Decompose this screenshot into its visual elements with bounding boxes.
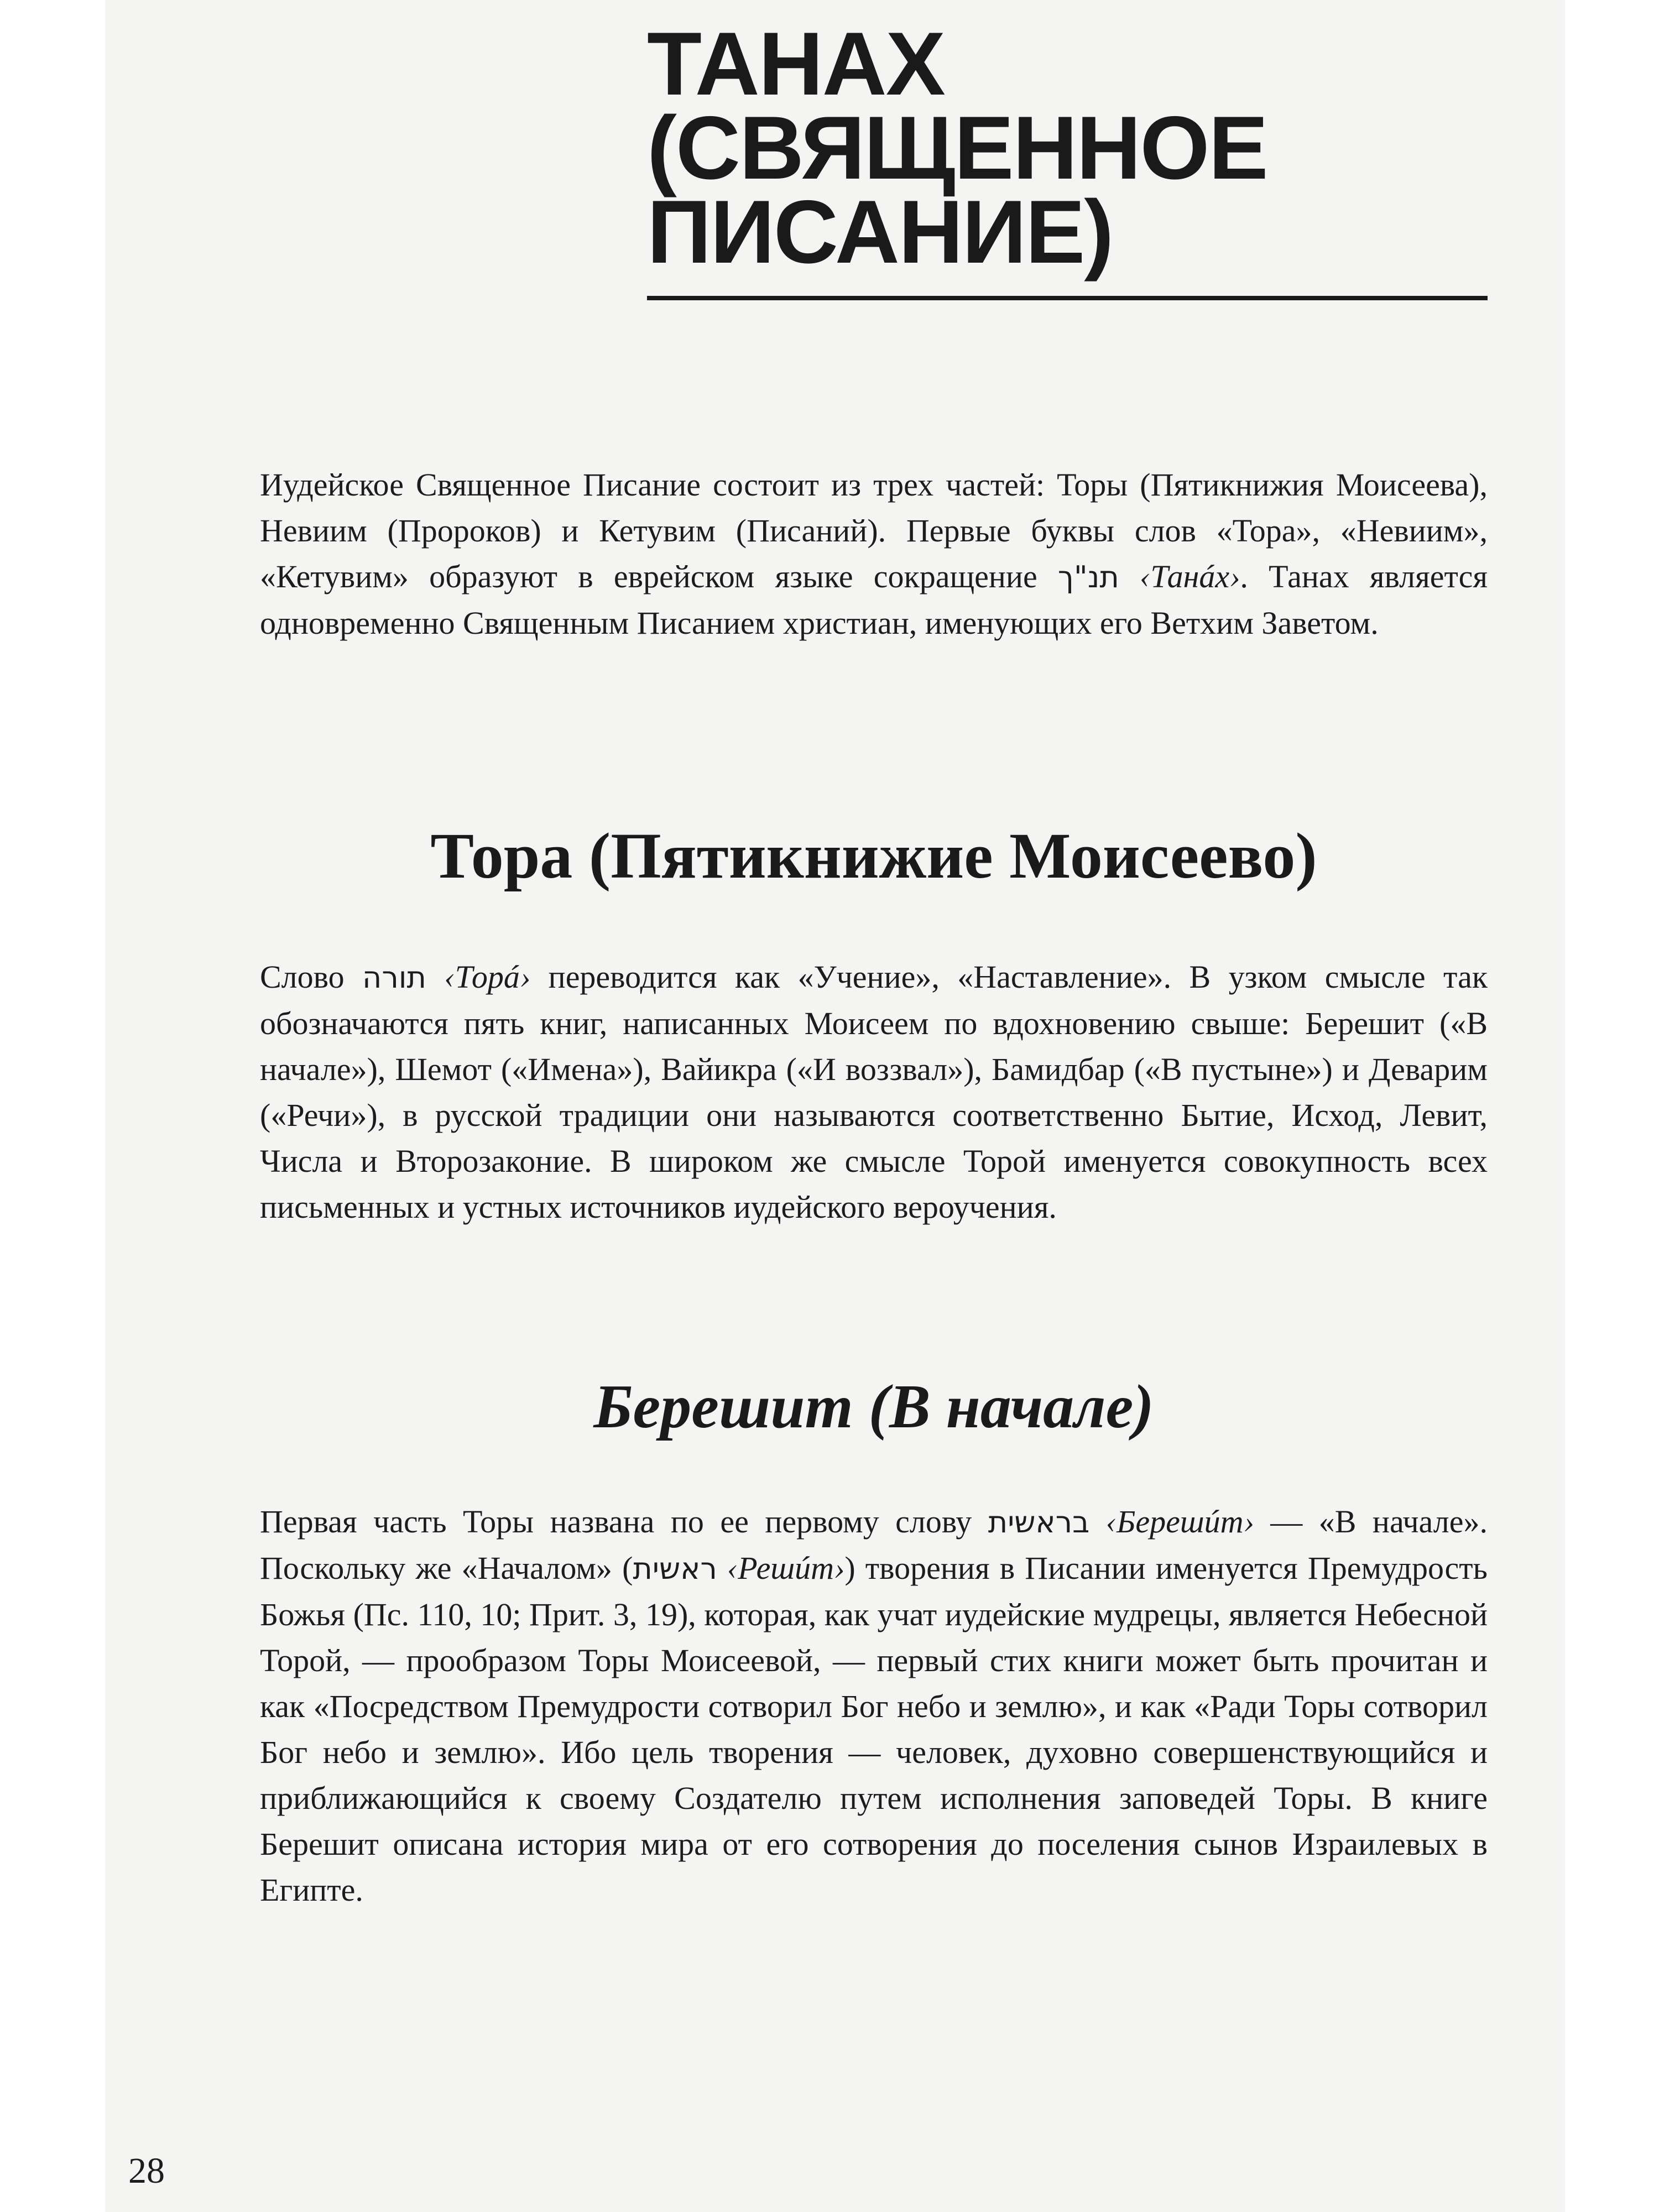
title-underline — [647, 296, 1488, 300]
bereshit-text-1: Первая часть Торы названа по ее первому слову — [260, 1504, 988, 1540]
page-number: 28 — [128, 2151, 165, 2191]
bereshit-text-3: ) творения в Писании именуется Премудрость Божья (Пс. 110, 10; Прит. 3, 19), которая, как учат иудейские мудрецы, является Небесной Торой, — прообразом Торы Моисеевой, — первый стих книги может быть прочитан и как «Посредством Премудрости сотворил Бог небо и землю», и как «Ради Торы сотворил Бог небо и землю». Ибо цель творения — человек, духовно совершенствующийся и приближающийся к своему Создателю путем исполнения заповедей Торы. В книге Берешит описана история мира от его сотворения до поселения сынов Израилевых в Египте. — [260, 1550, 1488, 1908]
torah-heading: Тора (Пятикнижие Моисеево) — [430, 820, 1317, 892]
chapter-title-line-3: ПИСАНИЕ) — [647, 182, 1113, 282]
torah-transliteration: ‹Торá› — [444, 959, 531, 995]
torah-text-2: переводится как «Учение», «Наставление». В узком смысле так обозначаются пять книг, написанных Моисеем по вдохновению свыше: Берешит («В начале»), Шемот («Имена»), Вайикра («И воззвал»), Бамидбар («В пустыне») и Деварим («Речи»), в русской традиции они называются соответственно Бытие, Исход, Левит, Числа и Второзаконие. В широком же смысле Торой именуется совокупность всех письменных и устных источников иудейского вероучения. — [260, 959, 1488, 1225]
bereshit-hebrew-word: בראשית — [988, 1505, 1090, 1540]
bereshit-heading: Берешит (В начале) — [593, 1373, 1154, 1441]
bereshit-transliteration: ‹Берешúт› — [1105, 1504, 1254, 1540]
chapter-title — [647, 14, 1499, 282]
torah-text-1: Слово — [260, 959, 363, 995]
bereshit-text-2: — «В начале». Поскольку же «Началом» ( — [260, 1504, 1488, 1586]
torah-hebrew-word: תורה — [362, 960, 427, 995]
reshit-transliteration: ‹Решúт› — [727, 1550, 845, 1586]
reshit-hebrew-word: ראשית — [633, 1551, 717, 1586]
chapter-title-line-2: (СВЯЩЕННОЕ — [647, 98, 1267, 198]
intro-hebrew-word: תנ"ך — [1057, 560, 1119, 594]
chapter-title-line-1: ТАНАХ — [647, 14, 945, 114]
intro-text-2: . Танах является одновременно Священным Писанием христиан, именующих его Ветхим Заветом. — [260, 559, 1488, 641]
intro-transliteration: ‹Танáх› — [1140, 559, 1240, 594]
intro-paragraph — [260, 462, 1488, 646]
intro-text-1: Иудейское Священное Писание состоит из трех частей: Торы (Пятикнижия Моисеева), Невиим (Пророков) и Кетувим (Писаний). Первые буквы слов «Тора», «Невиим», «Кетувим» образуют в еврейском языке сокращение — [260, 467, 1488, 594]
torah-paragraph — [260, 954, 1488, 1230]
bereshit-paragraph — [260, 1499, 1488, 1913]
